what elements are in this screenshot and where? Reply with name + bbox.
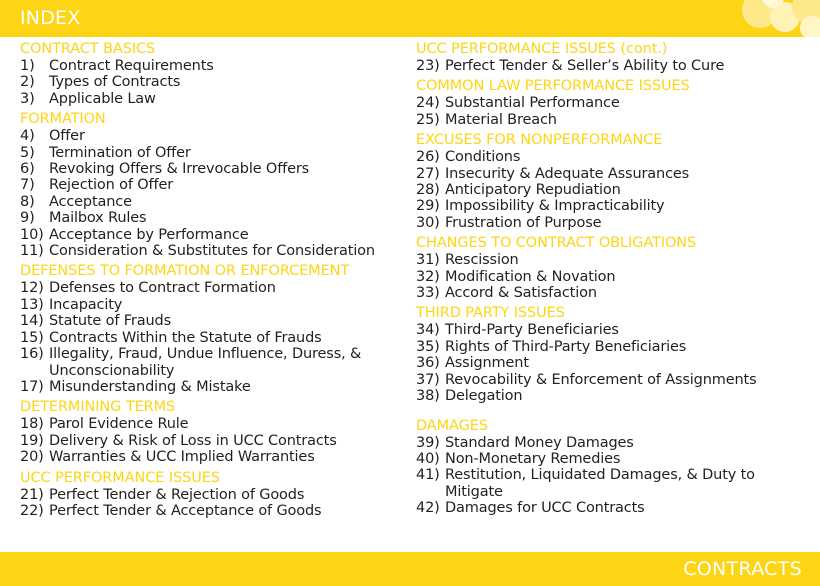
entry-text: Illegality, Fraud, Undue Influence, Duress, & Unconscionability [49,346,362,379]
index-entry [416,500,806,516]
entry-text: Types of Contracts [49,74,181,91]
entry-text: Perfect Tender & Rejection of Goods [49,486,305,503]
index-entry [20,177,392,193]
index-entry [416,269,806,285]
section-title: DAMAGES [416,417,488,434]
entry-number: 20) [20,449,44,466]
index-entry [20,503,392,519]
entry-text: Third-Party Beneficiaries [445,322,619,339]
footer-bar [0,552,820,586]
entry-text: Modification & Novation [445,268,616,285]
entry-number: 25) [416,111,440,128]
entry-text: Rejection of Offer [49,177,174,194]
index-entry [416,372,806,388]
decorative-bubble-icon [800,16,820,37]
section-title: DEFENSES TO FORMATION OR ENFORCEMENT [20,263,350,280]
entry-number: 16) [20,346,44,363]
index-entry [416,182,806,198]
entry-number: 27) [416,165,440,182]
index-section [416,41,806,74]
index-entry [416,355,806,371]
entry-number: 15) [20,329,44,346]
entry-text: Misunderstanding & Mistake [49,378,251,395]
index-entry [20,74,392,90]
index-entry [416,388,806,404]
entry-text: Revocability & Enforcement of Assignments [445,371,757,388]
entry-number: 11) [20,243,44,260]
entry-text: Acceptance [49,193,132,210]
index-section [416,132,806,231]
entry-text: Impossibility & Impracticability [445,198,665,215]
entry-number: 24) [416,95,440,112]
entry-number: 23) [416,58,440,74]
index-entry [416,285,806,301]
entry-text: Defenses to Contract Formation [49,280,276,297]
entry-text: Accord & Satisfaction [445,285,597,302]
index-entry [20,128,392,144]
entry-text: Acceptance by Performance [49,226,249,243]
section-title: THIRD PARTY ISSUES [416,305,565,322]
entry-number: 37) [416,371,440,388]
entry-number: 38) [416,388,440,405]
entry-text: Applicable Law [49,90,156,107]
index-entry [20,91,392,107]
index-section [416,78,806,128]
index-entry [20,449,392,465]
index-entry [20,379,392,395]
entry-number: 34) [416,322,440,339]
entry-text: Conditions [445,149,521,166]
entry-number: 9) [20,210,35,227]
index-entry [416,149,806,165]
page-title: INDEX [20,7,81,29]
entry-number: 26) [416,149,440,166]
entry-number: 7) [20,177,35,194]
index-entry [416,467,806,500]
index-entry [20,416,392,432]
section-title: CHANGES TO CONTRACT OBLIGATIONS [416,235,697,252]
entry-text: Insecurity & Adequate Assurances [445,165,690,182]
entry-text: Statute of Frauds [49,313,171,330]
entry-number: 31) [416,252,440,269]
entry-number: 41) [416,467,440,484]
entry-text: Material Breach [445,111,557,128]
entry-text: Mailbox Rules [49,210,147,227]
entry-number: 32) [416,268,440,285]
entry-text: Substantial Performance [445,95,620,112]
index-section [20,111,392,259]
section-title: UCC PERFORMANCE ISSUES (cont.) [416,41,668,57]
entry-number: 1) [20,58,35,74]
index-section [20,41,392,107]
entry-number: 18) [20,416,44,433]
index-entry [20,210,392,226]
index-section [20,263,392,395]
entry-number: 14) [20,313,44,330]
section-title: FORMATION [20,111,106,128]
footer-title: CONTRACTS [683,558,802,580]
index-section [416,305,806,404]
index-entry [416,58,806,74]
entry-number: 22) [20,502,44,519]
index-entry [416,322,806,338]
entry-text: Rescission [445,252,519,269]
entry-number: 42) [416,500,440,517]
entry-number: 28) [416,182,440,199]
entry-text: Perfect Tender & Seller’s Ability to Cure [445,58,725,74]
entry-text: Delegation [445,388,523,405]
entry-number: 13) [20,296,44,313]
index-entry [20,433,392,449]
index-entry [20,297,392,313]
right-column [416,41,806,521]
entry-number: 4) [20,128,35,145]
entry-text: Parol Evidence Rule [49,416,189,433]
entry-text: Assignment [445,355,529,372]
index-entry [20,194,392,210]
section-title: UCC PERFORMANCE ISSUES [20,469,220,486]
index-entry [416,451,806,467]
index-entry [20,330,392,346]
entry-text: Damages for UCC Contracts [445,500,645,517]
index-entry [20,227,392,243]
entry-text: Offer [49,128,85,145]
entry-text: Non-Monetary Remedies [445,450,621,467]
index-section [416,235,806,301]
entry-number: 8) [20,193,35,210]
entry-text: Delivery & Risk of Loss in UCC Contracts [49,432,337,449]
entry-text: Standard Money Damages [445,434,634,451]
entry-text: Incapacity [49,296,123,313]
left-column [20,41,392,523]
index-entry [20,145,392,161]
entry-number: 29) [416,198,440,215]
section-title: CONTRACT BASICS [20,41,156,57]
entry-text: Anticipatory Repudiation [445,182,621,199]
entry-text: Revoking Offers & Irrevocable Offers [49,161,310,178]
entry-number: 19) [20,432,44,449]
entry-text: Perfect Tender & Acceptance of Goods [49,502,322,519]
index-section [20,470,392,520]
section-title: EXCUSES FOR NONPERFORMANCE [416,132,663,149]
section-title: DETERMINING TERMS [20,399,176,416]
index-entry [20,280,392,296]
entry-number: 40) [416,450,440,467]
index-entry [416,166,806,182]
entry-number: 6) [20,161,35,178]
entry-number: 5) [20,144,35,161]
index-entry [416,95,806,111]
index-section [416,418,806,517]
entry-number: 17) [20,378,44,395]
entry-number: 35) [416,338,440,355]
entry-number: 3) [20,90,35,107]
index-section [20,399,392,465]
entry-text: Contracts Within the Statute of Frauds [49,329,322,346]
entry-number: 21) [20,486,44,503]
entry-text: Frustration of Purpose [445,214,602,231]
index-entry [20,243,392,259]
header-bar [0,0,820,37]
entry-text: Termination of Offer [49,144,191,161]
entry-number: 39) [416,434,440,451]
index-entry [20,58,392,74]
index-entry [416,198,806,214]
index-entry [416,252,806,268]
entry-text: Restitution, Liquidated Damages, & Duty to Mitigate [445,467,755,500]
entry-number: 33) [416,285,440,302]
entry-text: Contract Requirements [49,58,214,74]
section-title: COMMON LAW PERFORMANCE ISSUES [416,78,690,95]
index-entry [416,112,806,128]
entry-number: 36) [416,355,440,372]
index-entry [20,161,392,177]
index-entry [20,313,392,329]
index-entry [20,346,392,379]
entry-number: 12) [20,280,44,297]
index-entry [416,339,806,355]
index-entry [416,435,806,451]
entry-number: 10) [20,226,44,243]
index-entry [20,487,392,503]
entry-number: 30) [416,214,440,231]
index-entry [416,215,806,231]
entry-text: Consideration & Substitutes for Consideration [49,243,375,260]
entry-text: Rights of Third-Party Beneficiaries [445,338,687,355]
entry-text: Warranties & UCC Implied Warranties [49,449,315,466]
entry-number: 2) [20,74,35,91]
